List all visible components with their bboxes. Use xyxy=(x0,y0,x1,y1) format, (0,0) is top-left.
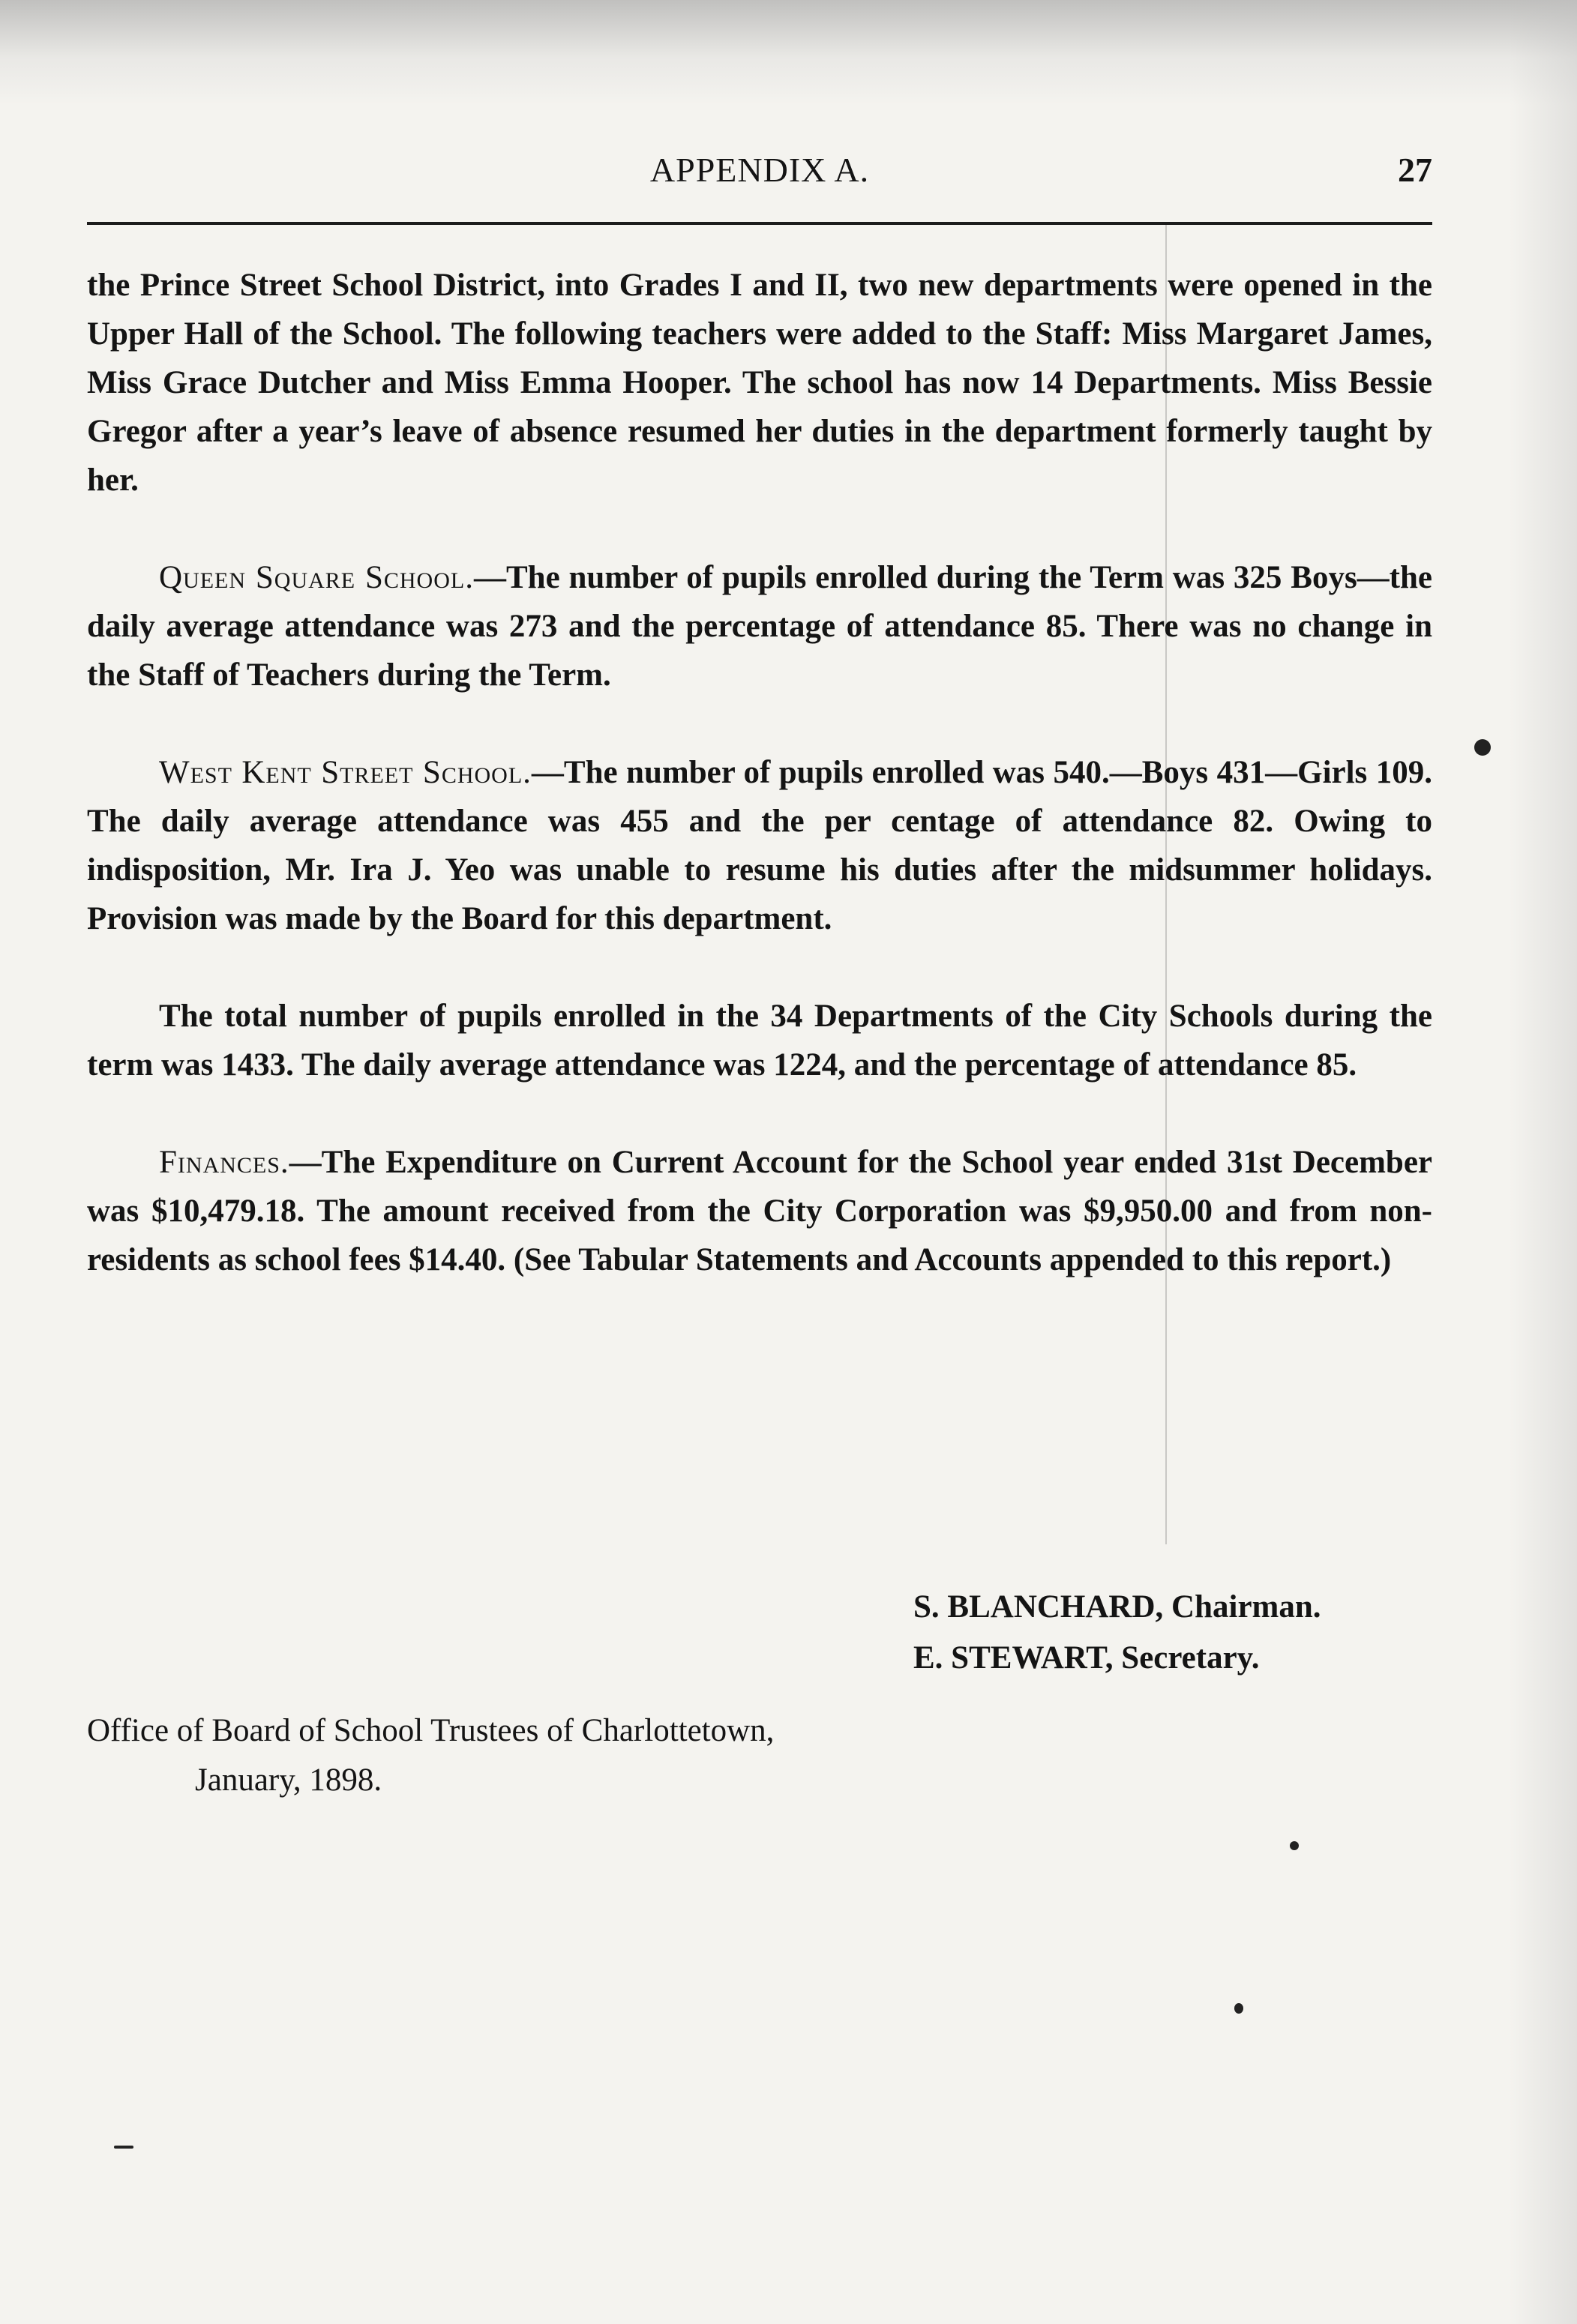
paragraph-finances-text: —The Expenditure on Current Account for the School year ended 31st December was $10,479.18. The amount received from the City Corporation was $9,950.00 and from non-residents as school fees $14.40. (See Tabular Statements and Accounts appended to this report.) xyxy=(87,1145,1432,1277)
page-number: 27 xyxy=(1398,151,1432,189)
appendix-title: APPENDIX A. xyxy=(649,151,870,189)
paragraph-west-kent xyxy=(87,748,1432,943)
paragraph-west-kent-text: —The number of pupils enrolled was 540.—Boys 431—Girls 109. The daily average attendance was 455 and the per centage of attendance 82. Owing to indisposition, Mr. Ira J. Yeo was unable to resume his duties after the midsummer holidays. Provision was made by the Board for this department. xyxy=(87,755,1432,936)
paragraph-finances xyxy=(87,1138,1432,1284)
paragraph-total-pupils: The total number of pupils enrolled in the 34 Departments of the City Schools during the term was 1433. The daily average attendance was 1224, and the percentage of attendance 85. xyxy=(87,999,1432,1083)
page-top-shading xyxy=(0,0,1577,105)
header-rule xyxy=(87,222,1432,225)
paragraph-prince-street: the Prince Street School District, into Grades I and II, two new departments were opened in the Upper Hall of the School. The following teachers were added to the Staff: Miss Margaret James, Miss Grace Dutcher and Miss Emma Hooper. The school has now 14 Departments. Miss Bessie Gregor after a year’s leave of absence resumed her duties in the department formerly taught by her. xyxy=(87,268,1432,498)
page-right-shading xyxy=(1510,0,1577,2324)
report-body xyxy=(87,261,1432,1284)
page-header xyxy=(87,150,1432,202)
section-heading-finances: Finances. xyxy=(159,1145,289,1180)
chairman-signature: S. BLANCHARD, Chairman. xyxy=(913,1589,1321,1625)
section-heading-queen-square: Queen Square School. xyxy=(159,560,474,595)
office-line: Office of Board of School Trustees of Charlottetown, xyxy=(87,1713,775,1748)
ink-speck xyxy=(114,2146,133,2149)
secretary-signature: E. STEWART, Secretary. xyxy=(913,1640,1260,1676)
ink-speck xyxy=(1474,739,1491,756)
office-date: January, 1898. xyxy=(195,1762,382,1798)
signature-block xyxy=(913,1582,1453,1684)
ink-speck xyxy=(1234,2003,1243,2014)
ink-speck xyxy=(1290,1841,1299,1850)
paragraph-queen-square xyxy=(87,553,1432,699)
office-dateline xyxy=(87,1706,1212,1805)
paragraph-queen-square-text: —The number of pupils enrolled during the Term was 325 Boys—the daily average attendance was 273 and the percentage of attendance 85. There was no change in the Staff of Teachers during the Term. xyxy=(87,560,1432,693)
section-heading-west-kent: West Kent Street School. xyxy=(159,755,532,790)
